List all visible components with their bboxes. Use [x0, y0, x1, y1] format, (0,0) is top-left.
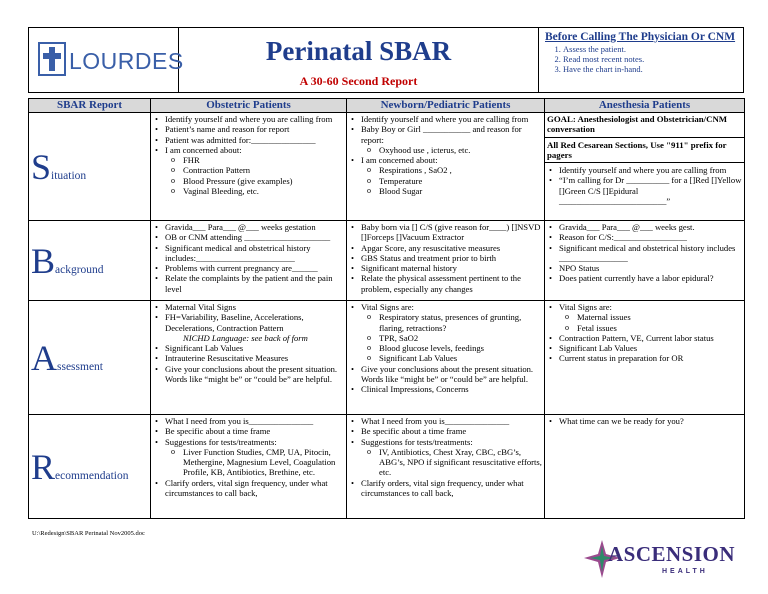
list-item: • Vital Signs are: — [361, 302, 542, 312]
table-header-row — [29, 99, 745, 113]
list-subitem: o Contraction Pattern — [183, 165, 344, 175]
nichd-note: NICHD Language: see back of form — [183, 332, 308, 343]
list-item: • Patient’s name and reason for report — [165, 124, 344, 134]
list-subitem: o Temperature — [379, 176, 542, 186]
list-subitem: o Oxyhood use , icterus, etc. — [379, 145, 542, 155]
ascension-name: ASCENSION — [608, 542, 736, 566]
before-item: 2. Read most recent notes. — [563, 54, 743, 64]
list-subitem: o Blood Sugar — [379, 186, 542, 196]
list-item: • Gravida___ Para___ @___ weeks gestation — [165, 222, 344, 232]
list-subitem: o Liver Function Studies, CMP, UA, Pitocin, Methergine, Magnesium Level, Coagulation Profile, KB, Antibiotics, Brethine, etc. — [183, 447, 344, 478]
label-background: Background — [29, 221, 151, 301]
cell-situation-ob — [151, 113, 347, 221]
list-item: • Significant Lab Values — [559, 343, 742, 353]
list-subitem: o Blood glucose levels, feedings — [379, 343, 542, 353]
cell-situation-newborn — [347, 113, 545, 221]
list-item: • Baby Boy or Girl ___________ and reason for report: — [361, 124, 542, 145]
before-item: 3. Have the chart in-hand. — [563, 64, 743, 74]
list-subitem: o Maternal issues — [577, 312, 742, 322]
before-calling-title: Before Calling The Physician Or CNM — [545, 31, 736, 43]
list-item: • Patient was admitted for:_______________ — [165, 135, 344, 145]
col-header-newborn: Newborn/Pediatric Patients — [347, 99, 545, 113]
list-item: • Be specific about a time frame — [361, 426, 542, 436]
logo-text: LOURDES — [69, 48, 184, 74]
list-item: • Significant medical and obstetrical history includes ________________ — [559, 243, 742, 264]
list-item: • I am concerned about: — [361, 155, 542, 165]
cell-assessment-ob — [151, 301, 347, 415]
list-item: • Identify yourself and where you are calling from — [165, 114, 344, 124]
list-item: • What I need from you is_______________ — [165, 416, 344, 426]
list-subitem: o Fetal issues — [577, 323, 742, 333]
list-subitem: o FHR — [183, 155, 344, 165]
cell-background-ob — [151, 221, 347, 301]
list-item: • Significant medical and obstetrical history includes:_______________________ — [165, 243, 344, 264]
list-item: • I am concerned about: — [165, 145, 344, 155]
label-situation: Situation — [29, 113, 151, 221]
list-item: • Baby born via [] C/S (give reason for____) []NSVD []Forceps []Vacuum Extractor — [361, 222, 542, 243]
lourdes-logo — [29, 28, 184, 92]
cell-background-anesthesia — [545, 221, 745, 301]
list-subitem: o Vaginal Bleeding, etc. — [183, 186, 344, 196]
list-item: • Relate the physical assessment pertinent to the problem, especially any changes — [361, 273, 542, 294]
list-item: • Apgar Score, any resuscitative measures — [361, 243, 542, 253]
list-subitem: o TPR, SaO2 — [379, 333, 542, 343]
page-subtitle: A 30-60 Second Report — [299, 74, 418, 88]
ascension-logo — [582, 538, 736, 586]
list-subitem: o Respiratory status, presences of grunting, flaring, retractions? — [379, 312, 542, 333]
list-subitem: o IV, Antibiotics, Chest Xray, CBC, cBG’s, ABG’s, NPO if significant resuscitative efforts, etc. — [379, 447, 542, 478]
anesthesia-goal: GOAL: Anesthesiologist and Obstetrician/CNM conversation — [545, 114, 744, 138]
file-path-footer: U:\Redesign\SBAR Perinatal Nov2005.doc — [32, 530, 145, 537]
cell-recommendation-ob — [151, 415, 347, 519]
sbar-table — [28, 98, 745, 519]
list-subitem: o Significant Lab Values — [379, 353, 542, 363]
before-item: 1. Assess the patient. — [563, 44, 743, 54]
anesthesia-red-note: All Red Cesarean Sections, Use "911" prefix for pagers — [545, 140, 744, 164]
list-item: • Does patient currently have a labor epidural? — [559, 273, 742, 283]
list-subitem: o Respirations , SaO2 , — [379, 165, 542, 175]
row-recommendation — [29, 415, 745, 519]
before-calling-list — [545, 44, 743, 74]
cell-assessment-anesthesia — [545, 301, 745, 415]
cell-recommendation-anesthesia — [545, 415, 745, 519]
list-item: • Clarify orders, vital sign frequency, under what circumstances to call back, — [361, 478, 542, 499]
list-item: • Problems with current pregnancy are______ — [165, 263, 344, 273]
row-assessment — [29, 301, 745, 415]
cell-assessment-newborn — [347, 301, 545, 415]
list-item: • Significant maternal history — [361, 263, 542, 273]
header — [28, 27, 744, 93]
label-recommendation: Recommendation — [29, 415, 151, 519]
page-title: Perinatal SBAR — [265, 36, 452, 66]
list-item: • Contraction Pattern, VE, Current labor status — [559, 333, 742, 343]
list-item: • What I need from you is_______________ — [361, 416, 542, 426]
list-item: • Suggestions for tests/treatments: — [361, 437, 542, 447]
cell-background-newborn — [347, 221, 545, 301]
col-header-sbar: SBAR Report — [29, 99, 151, 113]
list-item: • Suggestions for tests/treatments: — [165, 437, 344, 447]
list-item: • Clarify orders, vital sign frequency, under what circumstances to call back, — [165, 478, 344, 499]
label-assessment: Assessment — [29, 301, 151, 415]
list-item: • Vital Signs are: — [559, 302, 742, 312]
col-header-obstetric: Obstetric Patients — [151, 99, 347, 113]
title-box — [179, 28, 539, 92]
list-item: • Maternal Vital Signs — [165, 302, 344, 312]
list-item: • GBS Status and treatment prior to birth — [361, 253, 542, 263]
list-item: • Reason for C/S:_________________ — [559, 232, 742, 242]
list-item: • Give your conclusions about the present situation. Words like “might be” or “could be” are helpful. — [165, 364, 344, 385]
list-item: • FH=Variability, Baseline, Accelerations, Decelerations, Contraction Pattern — [165, 312, 344, 333]
lourdes-cross-icon — [37, 41, 67, 77]
list-item: • Identify yourself and where you are calling from — [559, 165, 742, 175]
list-subitem: o Blood Pressure (give examples) — [183, 176, 344, 186]
ascension-sub: HEALTH — [662, 568, 708, 575]
list-item: • Significant Lab Values — [165, 343, 344, 353]
cell-situation-anesthesia — [545, 113, 745, 221]
list-item: • Give your conclusions about the present situation. Words like “might be” or “could be” are helpful. — [361, 364, 542, 385]
row-situation — [29, 113, 745, 221]
list-item: • Gravida___ Para___ @___ weeks gest. — [559, 222, 742, 232]
list-item: • Identify yourself and where you are calling from — [361, 114, 542, 124]
list-item: • Intrauterine Resuscitative Measures — [165, 353, 344, 363]
list-item: • OB or CNM attending ____________________ — [165, 232, 344, 242]
list-item: • What time can we be ready for you? — [559, 416, 742, 426]
list-item: • Relate the complaints by the patient and the pain level — [165, 273, 344, 294]
row-background — [29, 221, 745, 301]
cell-recommendation-newborn — [347, 415, 545, 519]
before-calling-box — [539, 28, 743, 92]
list-item: • NPO Status — [559, 263, 742, 273]
list-item: • Current status in preparation for OR — [559, 353, 742, 363]
list-item: • Clinical Impressions, Concerns — [361, 384, 542, 394]
list-item: • Be specific about a time frame — [165, 426, 344, 436]
list-item: • “I’m calling for Dr __________ for a []Red []Yellow []Green C/S []Epidural _________________________” — [559, 175, 742, 206]
col-header-anesthesia: Anesthesia Patients — [545, 99, 745, 113]
